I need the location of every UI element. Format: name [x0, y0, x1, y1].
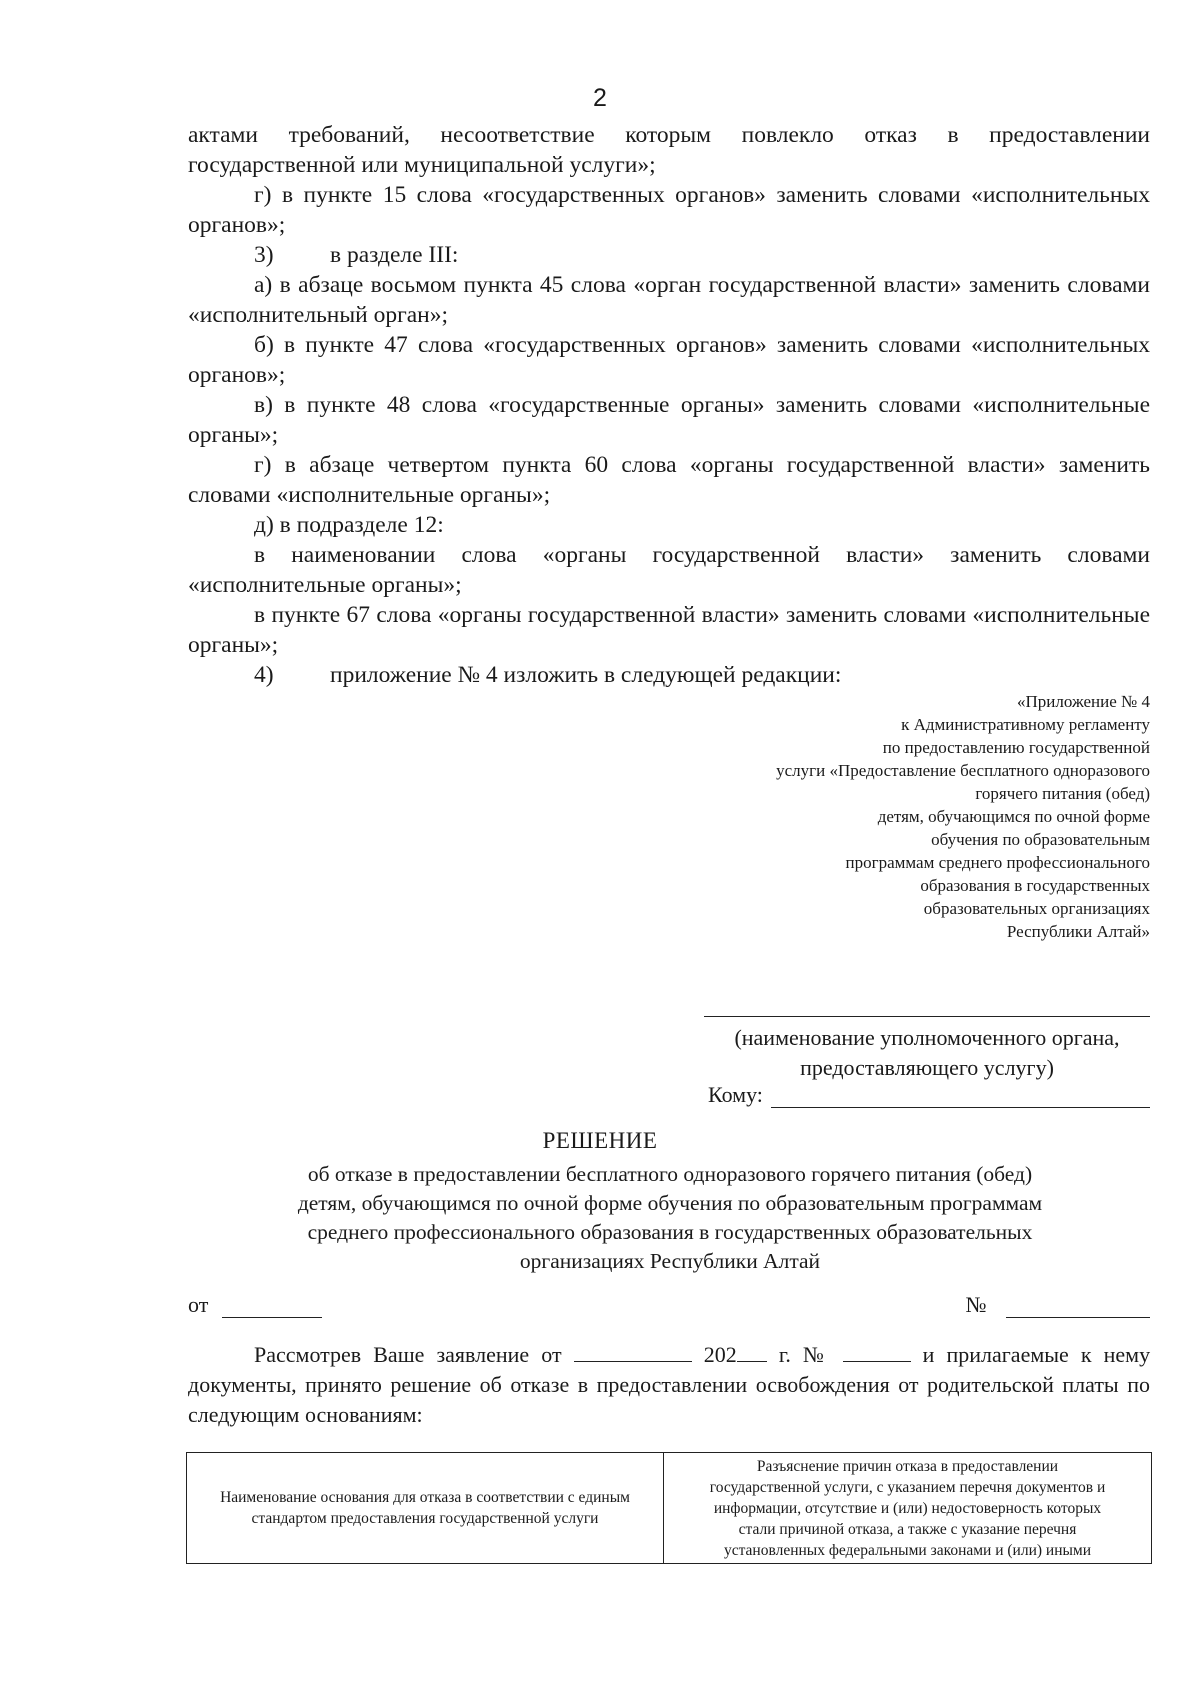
- date-number-row: [188, 1292, 1150, 1318]
- year-field[interactable]: [737, 1343, 767, 1362]
- paragraph: в наименовании слова «органы государственной власти» заменить словами «исполнительные органы»;: [188, 542, 1150, 598]
- appendix-line: детям, обучающимся по очной форме: [877, 807, 1150, 826]
- appendix-line: «Приложение № 4: [1017, 692, 1150, 711]
- section-text: приложение № 4 изложить в следующей редакции:: [330, 662, 842, 688]
- paragraph: актами требований, несоответствие которым повлекло отказ в предоставлении государственной или муниципальной услуги»;: [188, 122, 1150, 178]
- paragraph: д) в подразделе 12:: [254, 512, 444, 538]
- paragraph: г) в пункте 15 слова «государственных органов» заменить словами «исполнительных органов»;: [188, 182, 1150, 238]
- page-number: 2: [593, 84, 607, 112]
- table-header-cell: [664, 1453, 1152, 1564]
- appendix-line: образовательных организациях: [923, 899, 1150, 918]
- date-label: от: [188, 1292, 209, 1317]
- table-row: [187, 1453, 1152, 1564]
- year-prefix: 202: [703, 1342, 737, 1367]
- paragraph: г) в абзаце четвертом пункта 60 слова «органы государственной власти» заменить словами «исполнительные органы»;: [188, 452, 1150, 508]
- decision-title: РЕШЕНИЕ: [542, 1128, 658, 1153]
- reviewed-text-rest: и прилагаемые к нему документы, принято решение об отказе в предоставлении освобождения от родительской платы по следующим основаниям:: [188, 1342, 1151, 1427]
- application-number-label: г. №: [778, 1342, 831, 1367]
- subtitle-line: детям, обучающимся по очной форме обучения по образовательным программам: [297, 1191, 1043, 1215]
- appendix-line: по предоставлению государственной: [882, 738, 1150, 757]
- paragraph: б) в пункте 47 слова «государственных органов» заменить словами «исполнительных органов»;: [188, 332, 1150, 388]
- recipient-label: Кому:: [708, 1082, 763, 1107]
- caption-line: (наименование уполномоченного органа,: [734, 1025, 1120, 1050]
- number-label: №: [965, 1292, 987, 1317]
- paragraph: в пункте 67 слова «органы государственной власти» заменить словами «исполнительные органы»;: [188, 602, 1150, 658]
- table-header-cell: Наименование основания для отказа в соответствии с единым стандартом предоставления государственной услуги: [187, 1453, 664, 1564]
- reviewed-text: Рассмотрев Ваше заявление от: [254, 1342, 562, 1367]
- header-line: установленных федеральными законами и (или) иными: [723, 1541, 1092, 1559]
- header-line: информации, отсутствие и (или) недостоверность которых: [713, 1499, 1102, 1517]
- decision-body: [188, 1340, 1150, 1430]
- appendix-line: программам среднего профессионального: [845, 853, 1150, 872]
- date-group: [188, 1292, 322, 1318]
- appendix-header: [600, 690, 1150, 943]
- appendix-line: образования в государственных: [920, 876, 1150, 895]
- authority-name-block: [704, 1016, 1150, 1083]
- subtitle-line: организациях Республики Алтай: [519, 1249, 821, 1273]
- caption-line: предоставляющего услугу): [800, 1055, 1054, 1080]
- recipient-row: [708, 1082, 1150, 1108]
- authority-name-caption: [704, 1023, 1150, 1083]
- application-date-field[interactable]: [574, 1343, 692, 1362]
- application-number-field[interactable]: [843, 1343, 911, 1362]
- header-line: государственной услуги, с указанием перечня документов и: [709, 1478, 1106, 1496]
- date-field[interactable]: [222, 1297, 322, 1318]
- authority-name-field[interactable]: [704, 1016, 1150, 1017]
- recipient-field[interactable]: [771, 1085, 1150, 1108]
- header-line: Разъяснение причин отказа в предоставлении: [756, 1457, 1059, 1475]
- section-3-heading: [188, 240, 1150, 270]
- appendix-line: обучения по образовательным: [931, 830, 1150, 849]
- appendix-line: к Административному регламенту: [901, 715, 1150, 734]
- appendix-line: услуги «Предоставление бесплатного одноразового: [776, 761, 1150, 780]
- refusal-grounds-table: [186, 1452, 1152, 1564]
- subtitle-line: среднего профессионального образования в государственных образовательных: [307, 1220, 1033, 1244]
- number-group: [966, 1292, 1151, 1318]
- appendix-line: горячего питания (обед): [975, 784, 1150, 803]
- section-text: в разделе III:: [330, 242, 459, 268]
- section-number: 4): [254, 662, 274, 688]
- section-4-heading: [188, 660, 1150, 690]
- subtitle-line: об отказе в предоставлении бесплатного одноразового горячего питания (обед): [307, 1162, 1033, 1186]
- appendix-line: Республики Алтай»: [1006, 922, 1150, 941]
- section-number: 3): [254, 242, 274, 268]
- decision-subtitle: [200, 1160, 1140, 1276]
- header-line: стали причиной отказа, а также с указание перечня: [738, 1520, 1077, 1538]
- paragraph: [188, 1340, 1150, 1430]
- paragraph: а) в абзаце восьмом пункта 45 слова «орган государственной власти» заменить словами «исполнительный орган»;: [188, 272, 1150, 328]
- paragraph: в) в пункте 48 слова «государственные органы» заменить словами «исполнительные органы»;: [188, 392, 1150, 448]
- amendments-text: [188, 120, 1150, 690]
- number-field[interactable]: [1006, 1297, 1150, 1318]
